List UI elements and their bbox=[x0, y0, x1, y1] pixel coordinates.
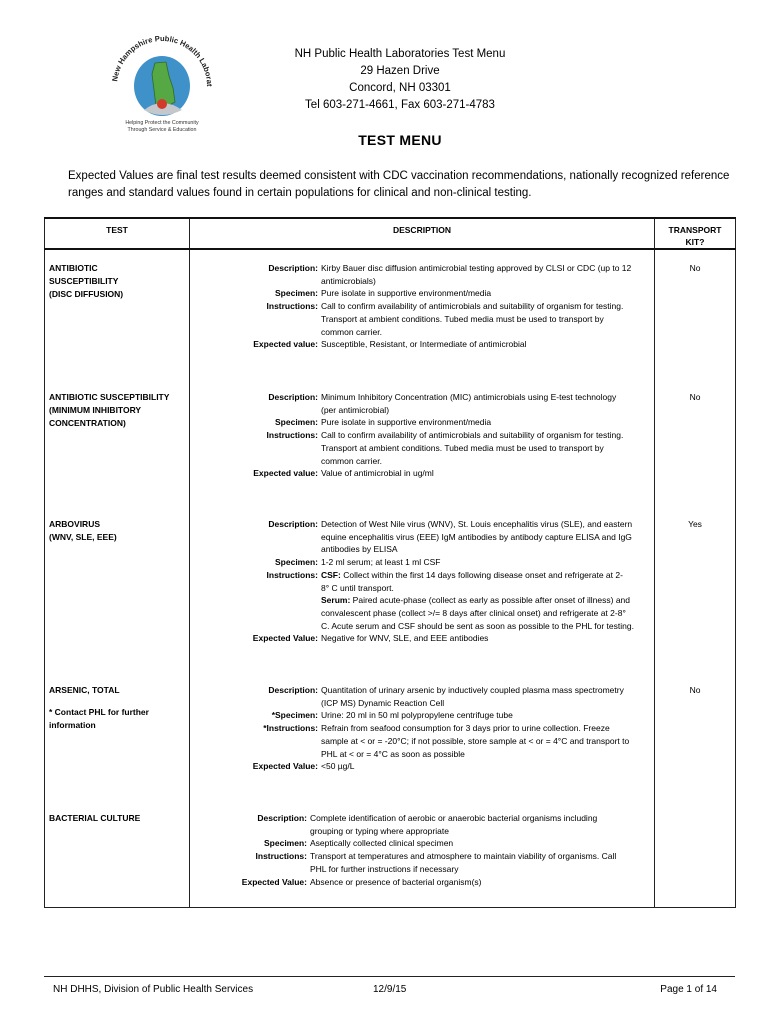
table-row bbox=[45, 800, 736, 908]
logo-tagline-2: Through Service & Education bbox=[127, 127, 197, 133]
table-row bbox=[45, 672, 736, 800]
test-description: Description: Complete identification of aerobic or anaerobic bacterial organisms including grouping or typing where appropriate Specimen: Aseptically collected clinical specimen Instructions: Transport at temperatures and atmosphere to maintain viability of organisms. Call PHL for further instructions if necessary Expected Value: Absence or presence of bacterial organism(s) bbox=[190, 800, 655, 908]
test-description: Description: Kirby Bauer disc diffusion antimicrobial testing approved by CLSI or CDC (up to 12 antimicrobials) Specimen: Pure isolate in supportive environment/media Instructions: Call to confirm availability of antimicrobials and suitability of organism for testing. Transport at ambient conditions. Tubed media must be used to transport by common carrier. Expected value: Susceptible, Resistant, or Intermediate of antimicrobial bbox=[190, 249, 655, 379]
footer-date: 12/9/15 bbox=[373, 984, 407, 995]
city-state-zip: Concord, NH 03301 bbox=[349, 82, 451, 94]
logo-tagline-1: Helping Protect the Community bbox=[125, 120, 199, 126]
table-row bbox=[45, 379, 736, 506]
test-description: Description: Quantitation of urinary arsenic by inductively coupled plasma mass spectrometry (ICP MS) Dynamic Reaction Cell *Specimen: Urine: 20 ml in 50 ml polypropylene centrifuge tube *Instructions: Refrain from seafood consumption for 3 days prior to urine collection. Freeze sample at < or = -20°C; if not possible, store sample at < or = 4°C and transport to PHL at < or = 4°C as soon as possible Expected Value: <50 µg/L bbox=[190, 672, 655, 800]
test-note: * Contact PHL for further information bbox=[49, 707, 149, 730]
footer-divider bbox=[44, 976, 735, 977]
test-description: Description: Detection of West Nile virus (WNV), St. Louis encephalitis virus (SLE), and eastern equine encephalitis virus (EEE) IgM antibodies by antibody capture ELISA and IgG antibodies by ELISA Specimen: 1-2 ml serum; at least 1 ml CSF Instructions: CSF: Collect within the first 14 days following disease onset and refrigerate at 2- 8° C until transport. Serum: Paired acute-phase (collect as early as possible after onset of illness) and convalescent phase (collect >/= 8 days after clinical onset) and refrigerate at 2-8° C. Acute serum and CSF should be sent as soon as possible to the PHL for testing. Expected Value: Negative for WNV, SLE, and EEE antibodies bbox=[190, 506, 655, 672]
header-transport-kit: TRANSPORT KIT? bbox=[655, 218, 736, 249]
table-header-row bbox=[45, 218, 736, 249]
nh-phl-logo bbox=[100, 28, 225, 136]
transport-kit-value: No bbox=[655, 249, 736, 379]
table-row bbox=[45, 506, 736, 672]
header-test: TEST bbox=[45, 218, 190, 249]
transport-kit-value: No bbox=[655, 672, 736, 800]
logo-graphic bbox=[100, 28, 225, 136]
intro-paragraph: Expected Values are final test results deemed consistent with CDC vaccination recommendations, nationally recognized reference ranges and standard values found in certain populations for clinical and non-clinical testing. bbox=[68, 170, 730, 199]
page-title: TEST MENU bbox=[358, 132, 442, 148]
test-name: ANTIBIOTIC SUSCEPTIBILITY (MINIMUM INHIBITORY CONCENTRATION) bbox=[45, 379, 190, 506]
street-address: 29 Hazen Drive bbox=[360, 65, 440, 77]
test-name: ANTIBIOTIC SUSCEPTIBILITY (DISC DIFFUSION) bbox=[45, 249, 190, 379]
phone-fax: Tel 603-271-4661, Fax 603-271-4783 bbox=[305, 99, 495, 111]
test-name: ARBOVIRUS (WNV, SLE, EEE) bbox=[45, 506, 190, 672]
test-menu-table bbox=[44, 217, 736, 908]
footer-department: NH DHHS, Division of Public Health Services bbox=[53, 984, 254, 995]
header-description: DESCRIPTION bbox=[190, 218, 655, 249]
table-row bbox=[45, 249, 736, 379]
lab-address-block bbox=[245, 46, 555, 114]
test-name: BACTERIAL CULTURE bbox=[45, 800, 190, 908]
transport-kit-value: No bbox=[655, 379, 736, 506]
test-description: Description: Minimum Inhibitory Concentration (MIC) antimicrobials using E-test technology (per antimicrobial) Specimen: Pure isolate in supportive environment/media Instructions: Call to confirm availability of antimicrobials and suitability of organism for testing. Transport at ambient conditions. Tubed media must be used to transport by common carrier. Expected value: Value of antimicrobial in ug/ml bbox=[190, 379, 655, 506]
transport-kit-value bbox=[655, 800, 736, 908]
transport-kit-value: Yes bbox=[655, 506, 736, 672]
logo-arc-text: New Hampshire Public Health Laborat bbox=[110, 33, 215, 87]
test-name: ARSENIC, TOTAL * Contact PHL for further information bbox=[45, 672, 190, 800]
lab-name: NH Public Health Laboratories Test Menu bbox=[294, 48, 506, 60]
footer-page-number: Page 1 of 14 bbox=[660, 984, 717, 995]
